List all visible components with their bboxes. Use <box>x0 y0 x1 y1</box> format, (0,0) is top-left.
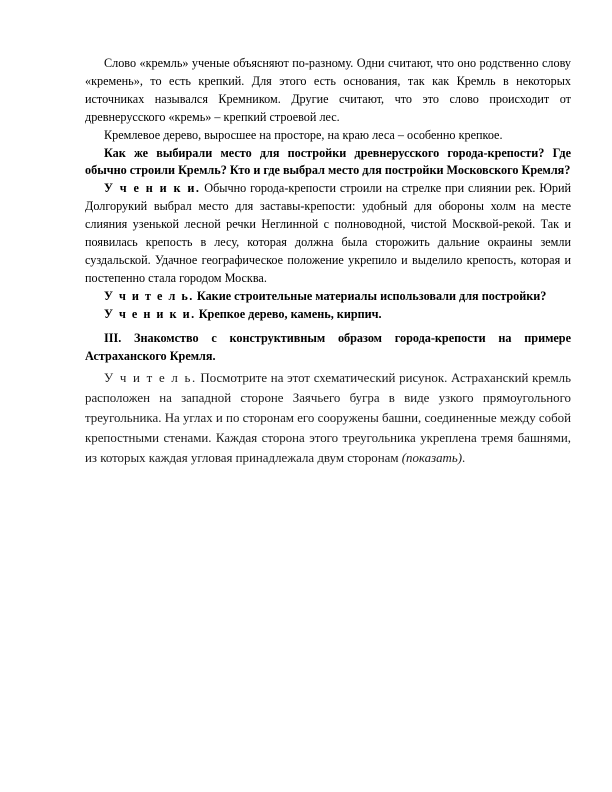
speaker-label: У ч е н и к и. <box>104 181 201 196</box>
sentence-end: . <box>462 451 466 466</box>
teacher-text: Посмотрите на этот схематический рисунок. Астраханский кремль расположен на западной стороне Заячьего бугра в виде узкого прямоугольного треугольника. На углах и по сторонам его сооружены башни, соединенные между собой крепостными стенами. Каждая сторона этого треугольника укреплена тремя башнями, из которых каждая угловая принадлежала двум сторонам <box>85 371 571 466</box>
question-text: Какие строительные материалы использовали для постройки? <box>193 288 547 303</box>
section-heading: III. Знакомство с конструктивным образом города-крепости на примере Астраханского Кремля. <box>85 330 571 363</box>
document-page <box>85 55 571 469</box>
teacher-block <box>85 369 571 469</box>
speaker-label: У ч и т е л ь. <box>104 371 197 386</box>
paragraph-teacher-question <box>85 288 571 306</box>
dialogue-block <box>85 55 571 324</box>
speaker-label: У ч и т е л ь. <box>104 288 194 303</box>
answer-text: Обычно города-крепости строили на стрелке при слиянии рек. Юрий Долгорукий выбрал место для заставы-крепости: удобный для обороны холм на месте слияния узенькой лесной речки Неглинной с полноводной, чистой Москвой-рекой. Так и появилась крепость в лесу, которая должна была сторожить дальние окраины земли суздальской. Удачное географическое положение укрепило и выделило крепость, которая и постепенно стала городом Москва. <box>85 181 571 285</box>
stage-direction: (показать) <box>401 451 463 466</box>
speaker-label: У ч е н и к и. <box>104 306 196 321</box>
paragraph-students-answer <box>85 180 571 287</box>
paragraph-kremlin-etymology: Слово «кремль» ученые объясняют по-разному. Одни считают, что оно родственно слову «кремень», то есть крепкий. Для этого есть основания, так как Кремль в некоторых источниках назывался Кремником. Другие считают, что это слово происходит от древнерусского «кремь» – крепкий строевой лес. <box>85 56 571 124</box>
paragraph-astrakhan-kremlin <box>85 369 571 469</box>
paragraph-students-materials <box>85 306 571 324</box>
answer-text: Крепкое дерево, камень, кирпич. <box>195 306 382 321</box>
paragraph-question-location: Как же выбирали место для постройки древнерусского города-крепости? Где обычно строили Кремль? Кто и где выбрал место для постройки Московского Кремля? <box>85 145 571 178</box>
paragraph-kremlin-wood: Кремлевое дерево, выросшее на просторе, на краю леса – особенно крепкое. <box>104 127 503 142</box>
